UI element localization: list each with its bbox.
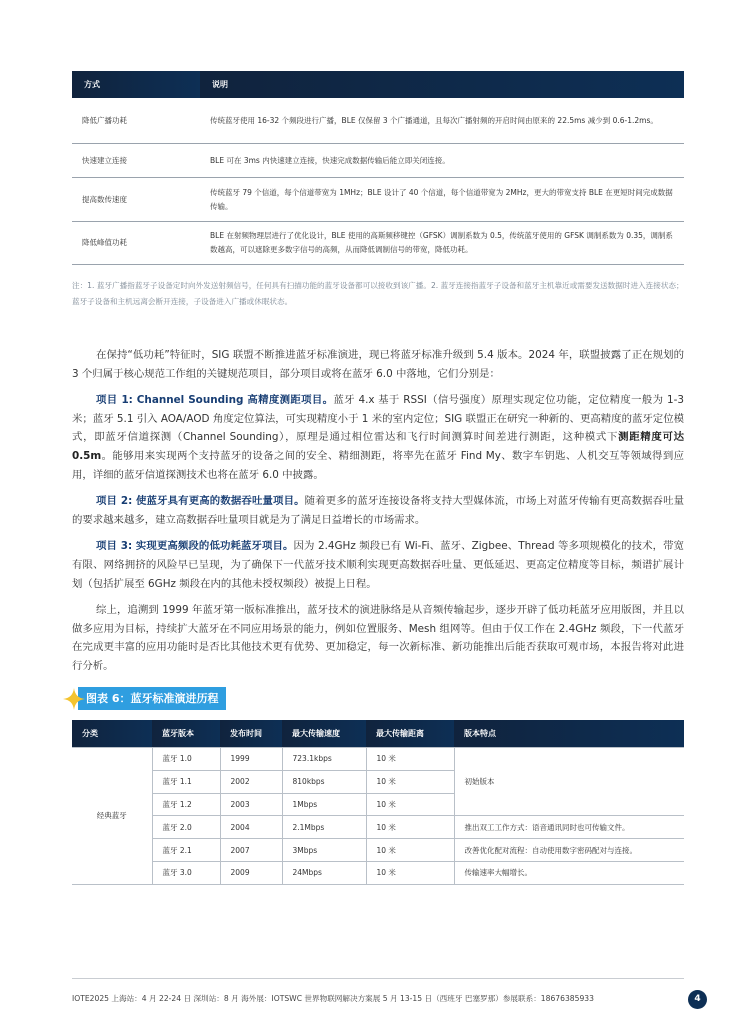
- col-distance: 最大传输距离: [366, 720, 454, 748]
- table-row: [72, 816, 684, 839]
- distance-cell: 10 米: [366, 839, 454, 862]
- table-row: [72, 98, 684, 144]
- paragraph: [72, 346, 684, 383]
- speed-cell: 810kbps: [282, 770, 366, 793]
- year-cell: 2007: [220, 839, 282, 862]
- version-cell: 蓝牙 2.0: [152, 816, 220, 839]
- speed-cell: 723.1kbps: [282, 748, 366, 771]
- version-cell: 蓝牙 2.1: [152, 839, 220, 862]
- paragraph-text: 。能够用来实现两个支持蓝牙的设备之间的安全、精细测距，将率先在蓝牙 Find My、数字车钥匙、人机交互等领域得到应用，详细的蓝牙信道探测技术也将在蓝牙 6.0 中披露。: [72, 449, 684, 481]
- precision-highlight: 测距精度可达 0.5m: [72, 431, 685, 462]
- distance-cell: 10 米: [366, 770, 454, 793]
- sparkle-icon: [62, 687, 86, 711]
- version-cell: 蓝牙 1.0: [152, 748, 220, 771]
- col-speed: 最大传输速度: [282, 720, 366, 748]
- year-cell: 2002: [220, 770, 282, 793]
- paragraph-text: 因为 2.4GHz 频段已有 Wi-Fi、蓝牙、Zigbee、Thread 等多项规模化的技术，带宽有限、网络拥挤的风险早已呈现，为了确保下一代蓝牙技术顺利实现更高数据吞吐量、更低延迟、更高定位精度等目标，频谱扩展计划（包括扩展至 6GHz 频段在内的其他未授权频段）被提上日程。: [72, 540, 685, 590]
- distance-cell: 10 米: [366, 793, 454, 816]
- table-header: [72, 720, 684, 748]
- footer-divider: [72, 978, 684, 979]
- paragraph-text: 综上，追溯到 1999 年蓝牙第一版标准推出，蓝牙技术的演进脉络是从音频传输起步，逐步开辟了低功耗蓝牙应用版图，并且以做多应用为目标，持续扩大蓝牙在不同应用场景的能力，例如位置服务、Mesh 组网等。但由于仅工作在 2.4GHz 频段，下一代蓝牙在完成更丰富的应用功能时是否比其他技术更有优势、更加稳定，每一次新标准、新功能推出后能否获取可观市场，本报告将对此进行分析。: [72, 604, 684, 672]
- col-method: 方式: [72, 71, 200, 98]
- year-cell: 2004: [220, 816, 282, 839]
- figure-title-label: 图表 6：蓝牙标准演进历程: [78, 687, 226, 710]
- year-cell: 1999: [220, 748, 282, 771]
- speed-cell: 2.1Mbps: [282, 816, 366, 839]
- distance-cell: 10 米: [366, 748, 454, 771]
- project-3-heading: 项目 3: 实现更高频段的低功耗蓝牙项目。: [96, 540, 294, 553]
- page-number: 4: [688, 990, 707, 1009]
- table-row: [72, 861, 684, 884]
- desc-cell: 传统蓝牙使用 16-32 个频段进行广播，BLE 仅保留 3 个广播通道，且每次广播射频的开启时间由原来的 22.5ms 减少到 0.6-1.2ms。: [200, 98, 684, 144]
- table-note: 注：1. 蓝牙广播指蓝牙子设备定时向外发送射频信号，任何具有扫描功能的蓝牙设备都可以接收到该广播。2. 蓝牙连接指蓝牙子设备和蓝牙主机靠近或需要发送数据时进入连接状态；蓝牙子设备和主机远离会断开连接，子设备进入广播或休眠状态。: [72, 281, 684, 306]
- speed-cell: 3Mbps: [282, 839, 366, 862]
- feature-cell: 改善优化配对流程：自动使用数字密码配对与连接。: [454, 839, 684, 862]
- desc-cell: BLE 在射频物理层进行了优化设计，BLE 使用的高斯频移键控（GFSK）调制系数为 0.5，传统蓝牙使用的 GFSK 调制系数为 0.35，调制系数越高，可以遮除更多数字信号的高频，从而降低调制信号的带宽，降低功耗。: [200, 222, 684, 265]
- col-desc: 说明: [200, 71, 684, 98]
- project-2-heading: 项目 2: 使蓝牙具有更高的数据吞吐量项目。: [96, 495, 305, 508]
- figure-title: [72, 687, 226, 710]
- method-cell: 降低峰值功耗: [72, 222, 200, 265]
- distance-cell: 10 米: [366, 816, 454, 839]
- year-cell: 2009: [220, 861, 282, 884]
- col-feature: 版本特点: [454, 720, 684, 748]
- table-row: [72, 178, 684, 222]
- col-year: 发布时间: [220, 720, 282, 748]
- table-row: [72, 748, 684, 771]
- table-row: [72, 222, 684, 265]
- feature-cell: 传输速率大幅增长。: [454, 861, 684, 884]
- version-cell: 蓝牙 3.0: [152, 861, 220, 884]
- table-row: [72, 839, 684, 862]
- bluetooth-versions-table: [72, 720, 684, 885]
- version-cell: 蓝牙 1.1: [152, 770, 220, 793]
- low-power-methods-table: [72, 71, 684, 265]
- project-1-heading: 项目 1: Channel Sounding 高精度测距项目。: [96, 394, 334, 407]
- speed-cell: 1Mbps: [282, 793, 366, 816]
- desc-cell: BLE 可在 3ms 内快速建立连接，快速完成数据传输后能立即关闭连接。: [200, 144, 684, 178]
- paragraph-text: 蓝牙 4.x 基于 RSSI（信号强度）原理实现定位功能，定位精度一般为 1-3 米；蓝牙 5.1 引入 AOA/AOD 角度定位算法，可实现精度小于 1 米的室内定位；SIG 联盟正在研究一种新的、更高精度的蓝牙定位模式，即蓝牙信道探测（Channel Sounding），原理是通过相位雷达和飞行时间测算时间差进行测距，这种模式下: [72, 394, 684, 444]
- speed-cell: 24Mbps: [282, 861, 366, 884]
- distance-cell: 10 米: [366, 861, 454, 884]
- method-cell: 快速建立连接: [72, 144, 200, 178]
- table-row: [72, 144, 684, 178]
- paragraph-text: 在保持“低功耗”特征时，SIG 联盟不断推进蓝牙标准演进，现已将蓝牙标准升级到 5.4 版本。2024 年，联盟披露了正在规划的 3 个归属于核心规范工作组的关键规范项目，部分项目或将在蓝牙 6.0 中落地，它们分别是：: [72, 349, 684, 380]
- year-cell: 2003: [220, 793, 282, 816]
- paragraph-text: 随着更多的蓝牙连接设备将支持大型媒体流，市场上对蓝牙传输有更高数据吞吐量的要求越来越多，建立高数据吞吐量项目就是为了满足日益增长的市场需求。: [72, 495, 685, 526]
- col-category: 分类: [72, 720, 152, 748]
- paragraph: [72, 492, 684, 529]
- version-cell: 蓝牙 1.2: [152, 793, 220, 816]
- col-version: 蓝牙版本: [152, 720, 220, 748]
- feature-cell: 初始版本: [454, 748, 684, 816]
- paragraph: [72, 537, 684, 593]
- footer-text: IOTE2025 上海站：4 月 22-24 日 深圳站：8 月 海外展：IOTSWC 世界物联网解决方案展 5 月 13-15 日（西班牙 巴塞罗那）参展联系：18676385933: [72, 994, 594, 1003]
- method-cell: 提高数传速度: [72, 178, 200, 222]
- feature-cell: 推出双工工作方式：语音通讯同时也可传输文件。: [454, 816, 684, 839]
- desc-cell: 传统蓝牙 79 个信道，每个信道带宽为 1MHz；BLE 设计了 40 个信道，每个信道带宽为 2MHz，更大的带宽支持 BLE 在更短时间完成数据传输。: [200, 178, 684, 222]
- method-cell: 降低广播功耗: [72, 98, 200, 144]
- paragraph: [72, 601, 684, 675]
- paragraph: [72, 391, 684, 484]
- body-text: [72, 346, 684, 684]
- category-cell: 经典蓝牙: [72, 748, 152, 885]
- table-header: [72, 71, 684, 98]
